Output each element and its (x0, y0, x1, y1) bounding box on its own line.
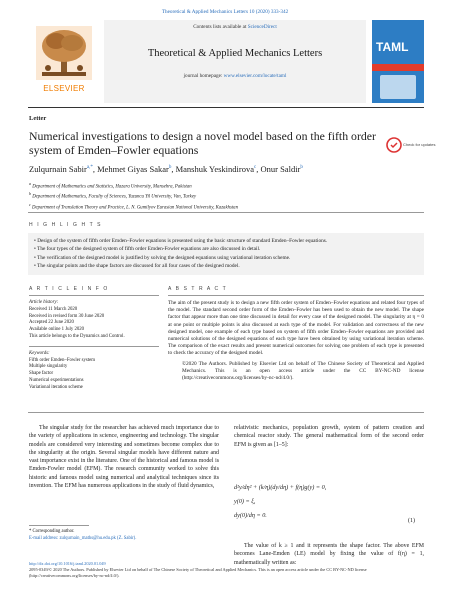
abstract-text: The aim of the present study is to design a new fifth order system of Emden–Fowler equations and related four types of the model. The standard second order form of the Emden–Fowler has been used to obtain the new model. The shape factor that appear more than one time discussed in detail for every case of the designed model. The singularity at η = 0 at one point or multiple points is also discussed at each type of the model. For validation and correctness of the new designed model, one example of each type based on system of fifth order Emden–Fowler equations are provided and numerical solutions of the designed equations of each type have been obtained by using variational iteration scheme. The comparison of the exact results and present numerical outcomes for solving one problem of each type is presented to check the accuracy of the designed model. (168, 300, 424, 357)
highlight-text: Design of the system of fifth order Emden–Fowler equations is presented using the basic structure of standard Emden–Fowler equations. (37, 238, 328, 244)
keyword: Variational iteration scheme (29, 384, 83, 390)
keyword: Fifth order Emden–Fowler system (29, 357, 95, 363)
affiliations (29, 181, 429, 212)
affiliation-sup: b (29, 191, 31, 197)
journal-cover-thumbnail[interactable] (372, 20, 424, 103)
equation-line: y(0) = ξ, (234, 498, 256, 505)
author-sup: b (300, 165, 303, 171)
article-info (29, 286, 159, 392)
keyword: Multiple singularity (29, 364, 68, 370)
journal-title: Theoretical & Applied Mechanics Letters (147, 48, 323, 59)
divider (28, 212, 424, 213)
journal-citation[interactable]: Theoretical & Applied Mechanics Letters 10 (2020) 333-342 (161, 9, 289, 15)
header-rule (28, 107, 424, 108)
contents-prefix: Contents lists available at (193, 24, 248, 30)
contents-line (104, 24, 366, 30)
author[interactable]: Manshuk Yeskindirova (175, 164, 254, 174)
author-list: Zulqurnain Sabir$^{a,*}$, Mehmet Giyas Sakar$^b$, Manshuk Yeskindirova$^c$, Onur Saldir$^b$ (29, 164, 303, 174)
keyword: Numerical experimentations (29, 377, 84, 383)
highlight-text: The verification of the designed model is justified by solving the designed equations using variational iteration scheme. (37, 254, 291, 261)
abstract (168, 286, 424, 382)
license-text: 2095-0349/© 2020 The Authors. Published by Elsevier Ltd on behalf of The Chinese Society of Theoretical and Applied Mechanics. This is an open access article under the CC BY-NC-ND license (http://creativecommons.org/licenses/by-nc-nd/4.0/). (29, 567, 367, 579)
shape-factor-paragraph: The value of k ≥ 1 and it represents the shape factor. The above EFM becomes Lane-Emden (LE) model by fixing the value of f(η) = 1, mathematically written as: (234, 543, 424, 566)
keywords-heading: Keywords: (29, 350, 50, 356)
history-item: This article belongs to the Dynamics and Control. (29, 333, 125, 339)
check-updates-label: Check for updates (403, 142, 436, 147)
highlight-item: • The four types of the designed system of fifth order Emden-Fowler equations are also discussed in detail. (34, 246, 261, 253)
article-title: Numerical investigations to design a novel model based on the fifth order system of Emden–Fowler equations (29, 129, 376, 157)
history-heading: Article history: (29, 300, 59, 305)
elsevier-tree-icon (36, 26, 92, 80)
author[interactable]: Zulqurnain Sabir (29, 164, 87, 174)
highlights-label: H I G H L I G H T S (29, 222, 103, 228)
email-address[interactable]: E-mail address: zulqurnain_maths@hu.edu.pk (Z. Sabir). (29, 535, 137, 541)
author-sup: a,* (86, 165, 93, 171)
article-type: Letter (29, 115, 47, 122)
affiliation-text: Department of Mathematics and Statistics, Hazara University, Mansehra, Pakistan (32, 184, 192, 190)
abstract-label: A B S T R A C T (168, 286, 228, 292)
corresponding-author-note: * Corresponding author. (29, 529, 75, 534)
elsevier-wordmark: ELSEVIER (43, 84, 85, 93)
highlight-text: The singular points and the shape factors are discussed for all four cases of the designed model. (37, 262, 240, 269)
divider (168, 295, 424, 296)
elsevier-logo[interactable] (28, 20, 100, 103)
homepage-line (104, 73, 366, 79)
equation-line: dy(0)/dη = 0. (234, 512, 267, 519)
journal-header-box (104, 20, 366, 103)
highlights-list (34, 237, 420, 270)
keywords (29, 351, 159, 392)
affiliation-sup: a (29, 181, 31, 186)
affiliation-text: Department of Translation Theory and Practice, L. N. Gumilyov Eurasian National University, Kazakhstan (31, 205, 238, 211)
doi-link[interactable]: http://dx.doi.org/10.1016/j.taml.2020.01.049 (29, 561, 106, 566)
author-sup: b (168, 165, 172, 171)
article-history (29, 300, 159, 341)
highlight-text: The four types of the designed system of fifth order Emden-Fowler equations are also discussed in detail. (37, 246, 261, 253)
affiliation (29, 181, 429, 191)
affiliation-sup: c (29, 201, 31, 207)
check-for-updates-badge[interactable] (386, 136, 436, 154)
footnote-rule (29, 525, 89, 526)
cover-title: TAML (376, 40, 409, 54)
cover-stripe (372, 64, 424, 71)
history-item: Received 11 March 2020 (29, 306, 78, 312)
affiliation (29, 202, 429, 212)
author[interactable]: Onur Saldir (260, 164, 301, 174)
history-item: Accepted 22 June 2020 (29, 320, 74, 326)
equation-line: d²y/dη² + (k/η)(dy/dη) + f(η)g(y) = 0, (234, 484, 327, 491)
sciencedirect-link[interactable]: ScienceDirect (247, 24, 277, 30)
divider (28, 412, 424, 413)
intro-paragraph: The singular study for the researcher has achieved much importance due to the variety of applications in science, engineering and technology. The singular models are considered very interesting and sometimes become complex due to the singularity at the origin. Several singular models have different nature and vast importance exist in the literature. One of the historical and famous model is Emden-Fowler model (EFM). The research community worked to solve this historic and famous model using numerical and analytical techniques since its invention. The EFM has numerous applications in the study of fluid dynamics, (29, 425, 219, 490)
homepage-link[interactable]: www.elsevier.com/locate/taml (223, 73, 287, 79)
page-footer (29, 561, 425, 579)
corresponding-footnote (29, 525, 219, 542)
cover-image (380, 75, 416, 99)
highlight-item: • The singular points and the shape factors are discussed for all four cases of the designed model. (34, 262, 240, 269)
divider (29, 346, 159, 347)
article-info-label: A R T I C L E I N F O (29, 286, 109, 292)
equation-number: (1) (408, 518, 415, 524)
author[interactable]: Mehmet Giyas Sakar (97, 164, 169, 174)
affiliation-text: Department of Mathematics, Faculty of Sciences, Yuzuncu Yil University, Van, Turkey (32, 194, 197, 200)
history-item: Available online 1 July 2020 (29, 327, 85, 333)
divider (29, 295, 159, 296)
highlight-item: • The verification of the designed model is justified by solving the designed equations using variational iteration scheme. (34, 254, 291, 261)
intro-paragraph-continued: relativistic mechanics, population growth, system of pattern creation and chemical reactor study. The general mathematical form of the second order EFM is given as [1–5]: (234, 425, 424, 448)
highlight-item: • Design of the system of fifth order Emden–Fowler equations is presented using the basic structure of standard Emden–Fowler equations. (34, 238, 328, 244)
author-sup: c (254, 165, 257, 171)
keyword: Shape factor (29, 371, 54, 377)
abstract-copyright: ©2020 The Authors. Published by Elsevier Ltd on behalf of The Chinese Society of Theoretical and Applied Mechanics. This is an open access article under the CC BY-NC-ND license (http://creativecommons.org/licenses/by-nc-nd/4.0/). (182, 360, 424, 382)
homepage-prefix: journal homepage: (183, 73, 224, 79)
history-item: Received in revised form 30 June 2020 (29, 313, 105, 319)
affiliation (29, 191, 429, 201)
masthead (28, 20, 424, 103)
